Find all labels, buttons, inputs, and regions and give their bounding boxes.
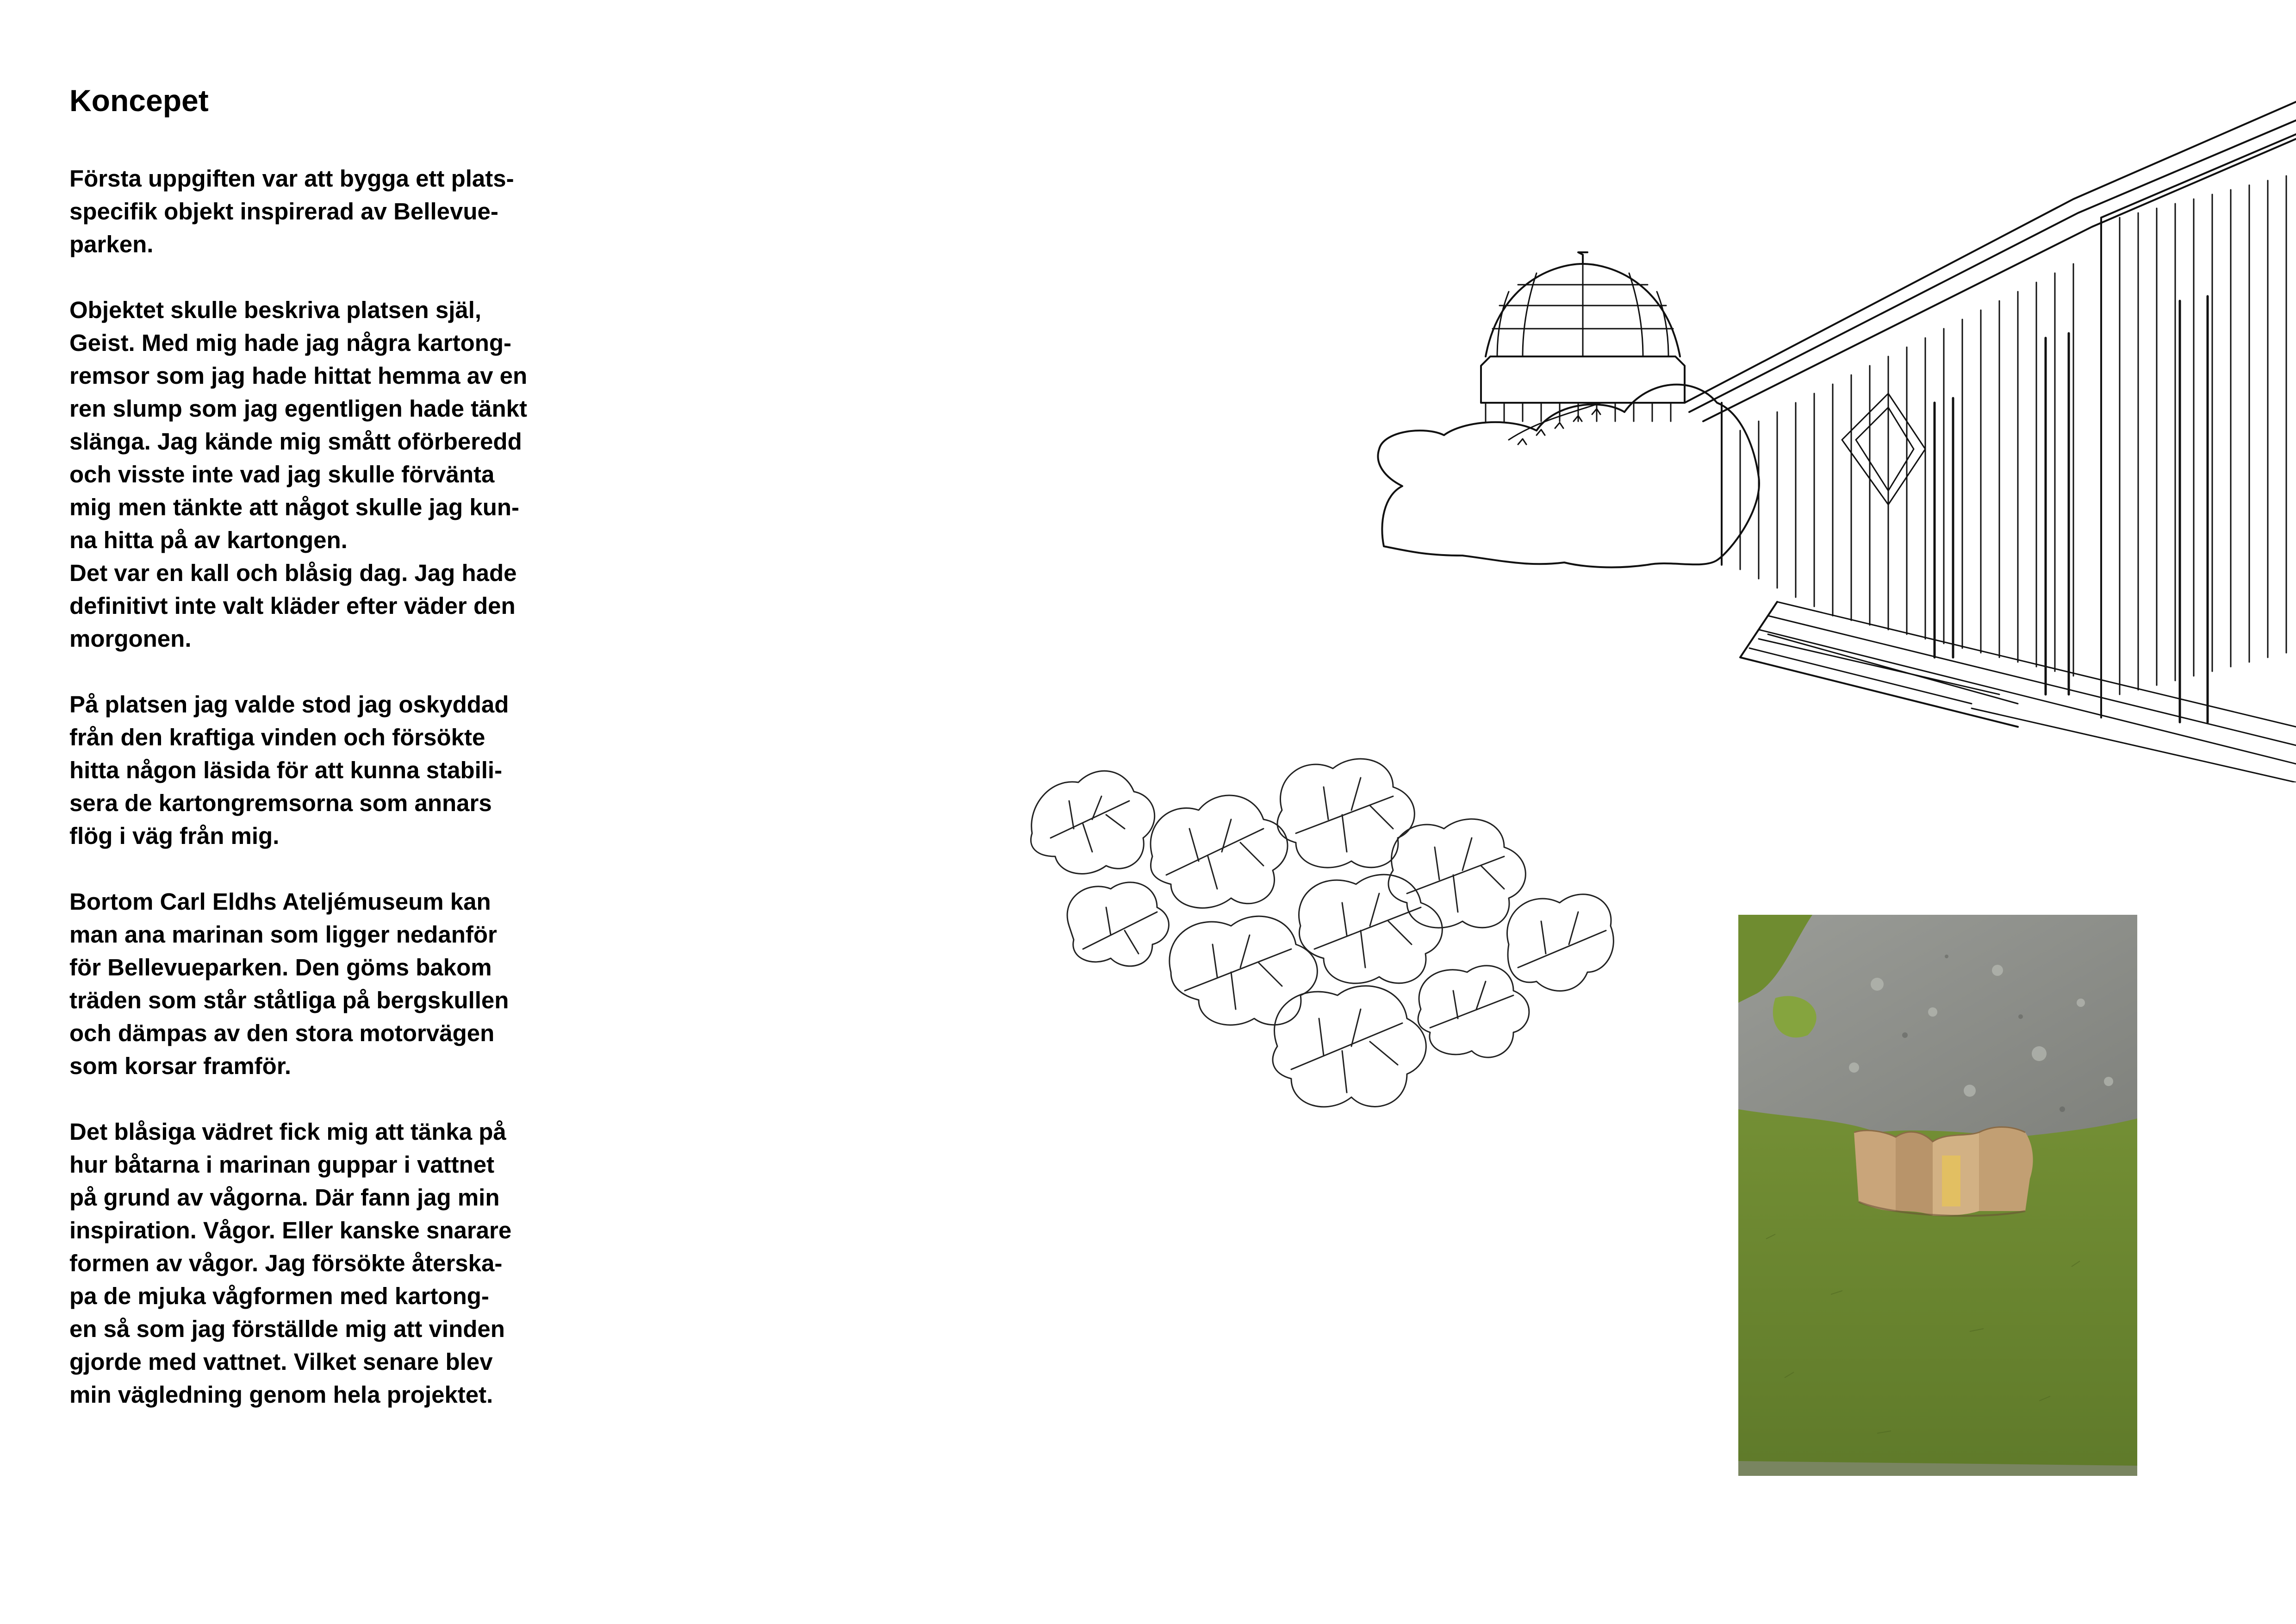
paragraph-4: Bortom Carl Eldhs Ateljémuseum kan man ana marinan som ligger nedanför för Bellevueparken. Den göms bakom träden som står ståtliga på bergskullen och dämpas av den stora motorvägen som korsar framför. [69,888,509,1079]
paragraph-3: På platsen jag valde stod jag oskyddad från den kraftiga vinden och försökte hitta någon läsida för att kunna stabili- sera de kartongremsorna som annars flög i väg från mig. [69,691,509,849]
paragraph-1: Första uppgiften var att bygga ett plats- specifik objekt inspirerad av Bellevue- parken. [69,165,514,257]
body-text [69,162,588,1411]
paragraph-5: Det blåsiga vädret fick mig att tänka på hur båtarna i marinan guppar i vattnet på grund av vågorna. Där fann jag min inspiration. Vågor. Eller kanske snarare formen av vågor. Jag försökte återska- pa de mjuka vågformen med kartong- en så som jag förställde mig att vinden gjorde med vattnet. Vilket senare blev min vägledning genom hela projektet. [69,1118,512,1408]
paragraph-2: Objektet skulle beskriva platsen själ, Geist. Med mig hade jag några kartong- remsor som jag hade hittat hemma av en ren slump som jag egentligen hade tänkt slänga. Jag kände mig smått oförberedd och visste inte vad jag skulle förvänta mig men tänkte att något skulle jag kun- na hitta på av kartongen. Det var en kall och blåsig dag. Jag hade definitivt inte valt kläder efter väder den morgonen. [69,297,528,652]
building-drawing-icon [1185,79,2296,782]
page-title: Koncepet [69,83,209,118]
cardboard-sculpture-photo [1738,915,2137,1476]
leaves-drawing-icon [1023,750,1615,1148]
